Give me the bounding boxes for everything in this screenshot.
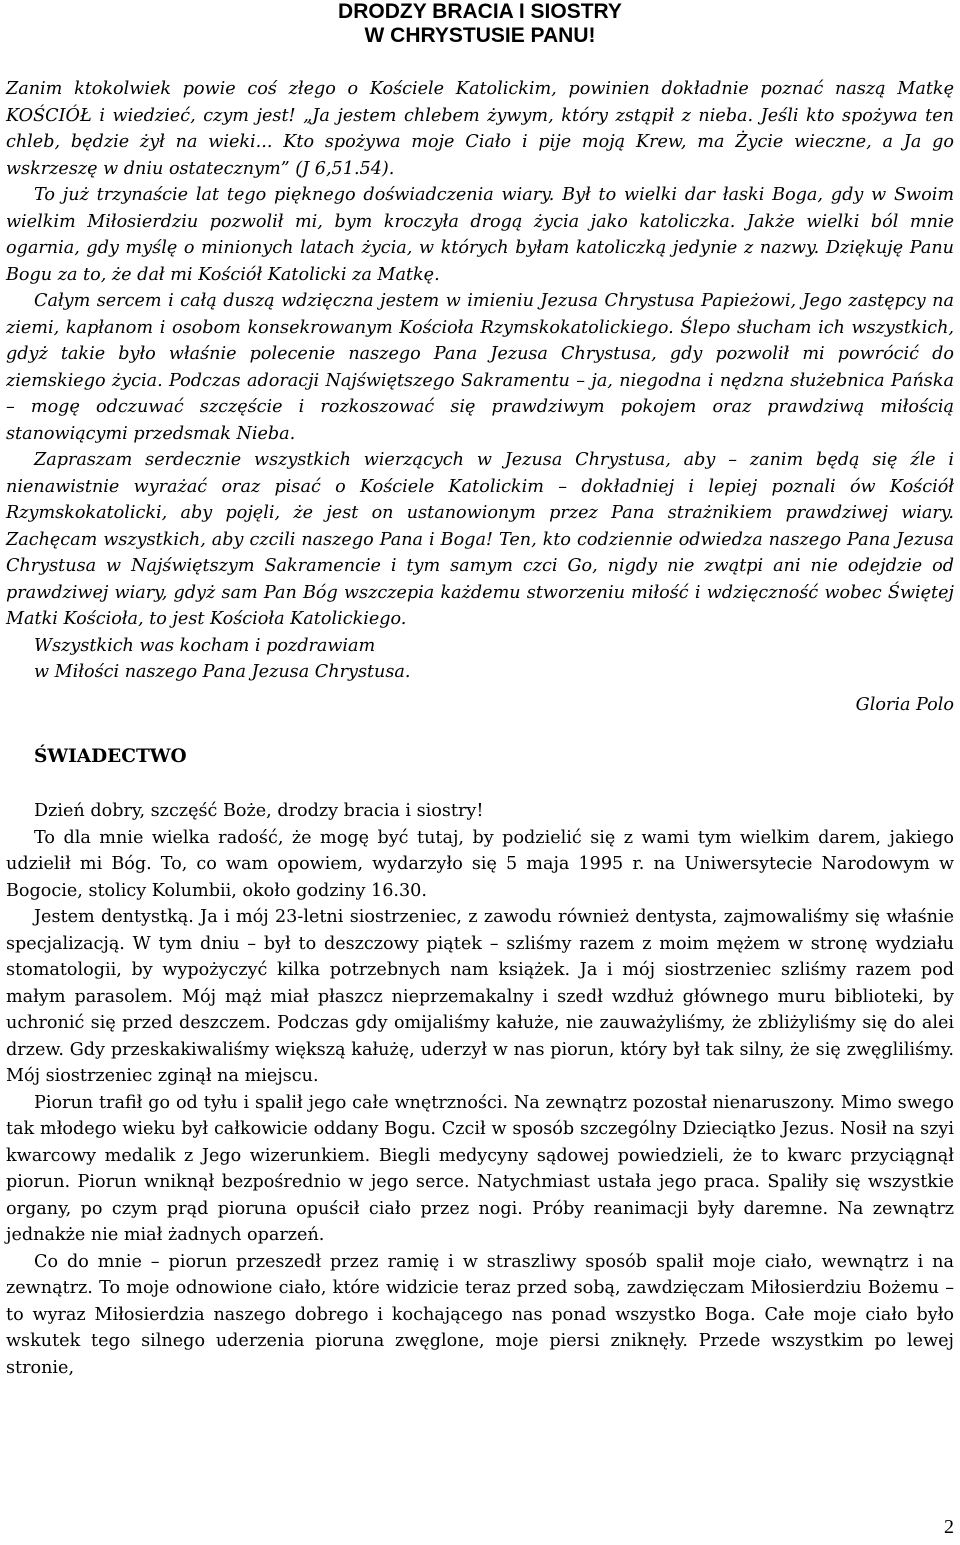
testimony-body [6,798,954,1381]
intro-section [6,76,954,686]
heading-line-1: DRODZY BRACIA I SIOSTRY [338,0,622,23]
body-paragraph: Co do mnie – piorun przeszedł przez ramię i w straszliwy sposób spalił moje ciało, wewnątrz i na zewnątrz. To moje odnowione ciało, które widzicie teraz przed sobą, zawdzięczam Miłosierdziu Bożemu – to wyraz Miłosierdzia naszego dobrego i kochającego nas ponad wszystko Boga. Całe moje ciało było wskutek tego silnego uderzenia pioruna zwęglone, moje piersi zniknęły. Przede wszystkim po lewej stronie, [6,1251,954,1378]
intro-paragraph: Zapraszam serdecznie wszystkich wierzących w Jezusa Chrystusa, aby – zanim będą się źle i nienawistnie wyrażać oraz pisać o Kościele Katolickim – dokładniej i lepiej poznali ów Kościół Rzymskokatolicki, aby pojęli, że jest on ustanowionym przez Pana strażnikiem prawdziwej wiary. Zachęcam wszystkich, aby czcili naszego Pana i Boga! Ten, kto codziennie odwiedza naszego Pana Jezusa Chrystusa w Najświętszym Sakramencie i tym samym czci Go, nigdy nie zwątpi ani nie odejdzie od prawdziwej wiary, gdyż sam Pan Bóg wszczepia każdemu stworzeniu miłość i wdzięczność wobec Świętej Matki Kościoła, to jest Kościoła Katolickiego. [6,450,954,629]
body-paragraph: Piorun trafił go od tyłu i spalił jego całe wnętrzności. Na zewnątrz pozostał nienaruszony. Mimo swego tak młodego wieku był całkowicie oddany Bogu. Czcił w sposób szczególny Dzieciątko Jezus. Nosił na szyi kwarcowy medalik z Jego wizerunkiem. Biegli medycyny sądowej powiedzieli, że to kwarc przyciągnął piorun. Piorun wniknął bezpośrednio w jego serce. Natychmiast ustała jego praca. Spaliły się wszystkie organy, po czym prąd pioruna opuścił ciało przez nogi. Próby reanimacji były daremne. Na zewnątrz jednakże nie miał żadnych oparzeń. [6,1092,954,1245]
intro-paragraph: To już trzynaście lat tego pięknego doświadczenia wiary. Był to wielki dar łaski Boga, gdy w Swoim wielkim Miłosierdziu pozwolił mi, bym kroczyła drogą życia jako katoliczka. Jakże wielki ból mnie ogarnia, gdy myślę o minionych latach życia, w których byłam katoliczką jedynie z nazwy. Dziękuję Panu Bogu za to, że dał mi Kościół Katolicki za Matkę. [6,185,954,285]
body-paragraph: Jestem dentystką. Ja i mój 23-letni siostrzeniec, z zawodu również dentysta, zajmowaliśmy się właśnie specjalizacją. W tym dniu – był to deszczowy piątek – szliśmy razem z moim mężem w stronę wydziału stomatologii, by wypożyczyć kilka potrzebnych nam książek. Ja i mój siostrzeniec szliśmy razem pod małym parasolem. Mój mąż miał płaszcz nieprzemakalny i szedł wzdłuż głównego muru biblioteki, by uchronić się przed deszczem. Podczas gdy omijaliśmy kałuże, nie zauważyliśmy, że zbliżyliśmy się do alei drzew. Gdy przeskakiwaliśmy większą kałużę, uderzył w nas piorun, który był tak silny, że się zwęgliliśmy. Mój siostrzeniec zginął na miejscu. [6,907,954,1086]
closing-line-2: w Miłości naszego Pana Jezusa Chrystusa. [34,662,411,682]
signature: Gloria Polo [855,694,954,715]
section-title: ŚWIADECTWO [34,746,187,767]
heading-line-2: W CHRYSTUSIE PANU! [364,24,596,47]
body-paragraph: Dzień dobry, szczęść Boże, drodzy bracia i siostry! [34,801,484,821]
intro-paragraph: Zanim ktokolwiek powie coś złego o Kościele Katolickim, powinien dokładnie poznać naszą Matkę KOŚCIÓŁ i wiedzieć, czym jest! „Ja jestem chlebem żywym, który zstąpił z nieba. Jeśli kto spożywa ten chleb, będzie żył na wieki... Kto spożywa moje Ciało i pije moją Krew, ma Życie wieczne, a Ja go wskrzeszę w dniu ostatecznym” (J 6,51.54). [6,79,954,179]
body-paragraph: To dla mnie wielka radość, że mogę być tutaj, by podzielić się z wami tym wielkim darem, jakiego udzielił mi Bóg. To, co wam opowiem, wydarzyło się 5 maja 1995 r. na Uniwersytecie Narodowym w Bogocie, stolicy Kolumbii, około godziny 16.30. [6,827,954,901]
page-heading [6,0,954,48]
document-page [6,0,954,1545]
intro-paragraph: Całym sercem i całą duszą wdzięczna jestem w imieniu Jezusa Chrystusa Papieżowi, Jego zastępcy na ziemi, kapłanom i osobom konsekrowanym Kościoła Rzymskokatolickiego. Ślepo słucham ich wszystkich, gdyż takie było właśnie polecenie naszego Pana Jezusa Chrystusa, gdy pozwolił mi powrócić do ziemskiego życia. Podczas adoracji Najświętszego Sakramentu – ja, niegodna i nędzna służebnica Pańska – mogę odczuwać szczęście i rozkoszować się prawdziwym pokojem oraz prawdziwą miłością stanowiącymi przedsmak Nieba. [6,291,954,444]
page-number: 2 [944,1516,954,1538]
closing-line-1: Wszystkich was kocham i pozdrawiam [34,635,376,656]
